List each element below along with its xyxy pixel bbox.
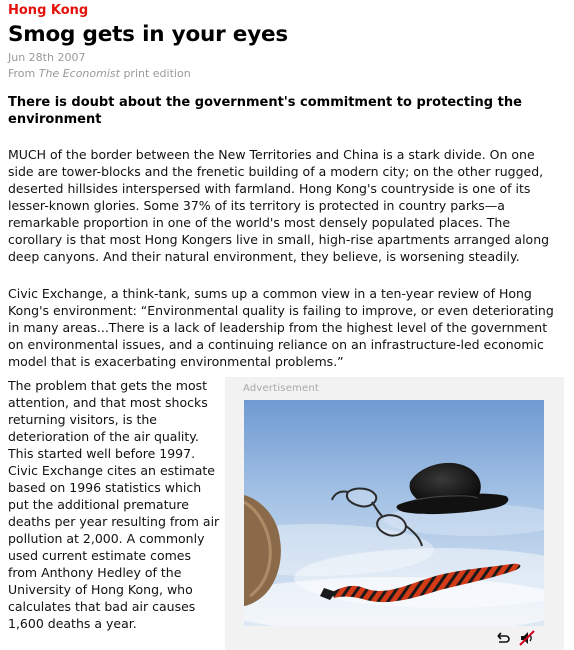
- advertisement-box: [225, 377, 564, 650]
- source-prefix: From: [8, 67, 39, 80]
- section-label[interactable]: Hong Kong: [8, 3, 89, 18]
- paragraph-3: The problem that gets the most attention, and that most shocks returning visitors, is the deterioration of the air quality. This started well before 1997. Civic Exchange cites an estimate based on 1996 statistics which put the additional premature deaths per year resulting from air pollution at 2,000. A commonly used current estimate comes from Anthony Hedley of the University of Hong Kong, who calculates that bad air causes 1,600 deaths a year.: [8, 378, 220, 631]
- source-publication: The Economist: [38, 67, 120, 80]
- source-suffix: print edition: [119, 67, 191, 80]
- paragraph-2: Civic Exchange, a think-tank, sums up a common view in a ten-year review of Hong Kong's environment: “Environmental quality is failing to improve, or even deteriorating in many areas...There is a lack of leadership from the highest level of the government on environmental issues, and a continuing reliance on an infrastructure-led economic model that is exacerbating environmental problems.”: [8, 286, 554, 369]
- replay-icon[interactable]: [495, 630, 511, 646]
- paragraph-1: MUCH of the border between the New Territories and China is a stark divide. On one side are tower-blocks and the frenetic building of a modern city; on the other rugged, deserted hillsides interspersed with farmland. Hong Kong's countryside is one of its lesser-known glories. Some 37% of its territory is protected in country parks—a remarkable proportion in one of the world's most densely populated places. The corollary is that most Hong Kongers live in small, high-rise apartments arranged along deep canyons. And their natural environment, they believe, is worsening steadily.: [8, 147, 550, 264]
- advertisement-label: Advertisement: [243, 383, 320, 394]
- article-rubric: There is doubt about the government's commitment to protecting the environment: [8, 95, 522, 127]
- article-headline: Smog gets in your eyes: [8, 22, 288, 47]
- mute-icon[interactable]: [519, 630, 535, 646]
- publication-date: Jun 28th 2007: [8, 51, 86, 64]
- source-line: [8, 67, 191, 81]
- advertisement-image[interactable]: [244, 400, 544, 626]
